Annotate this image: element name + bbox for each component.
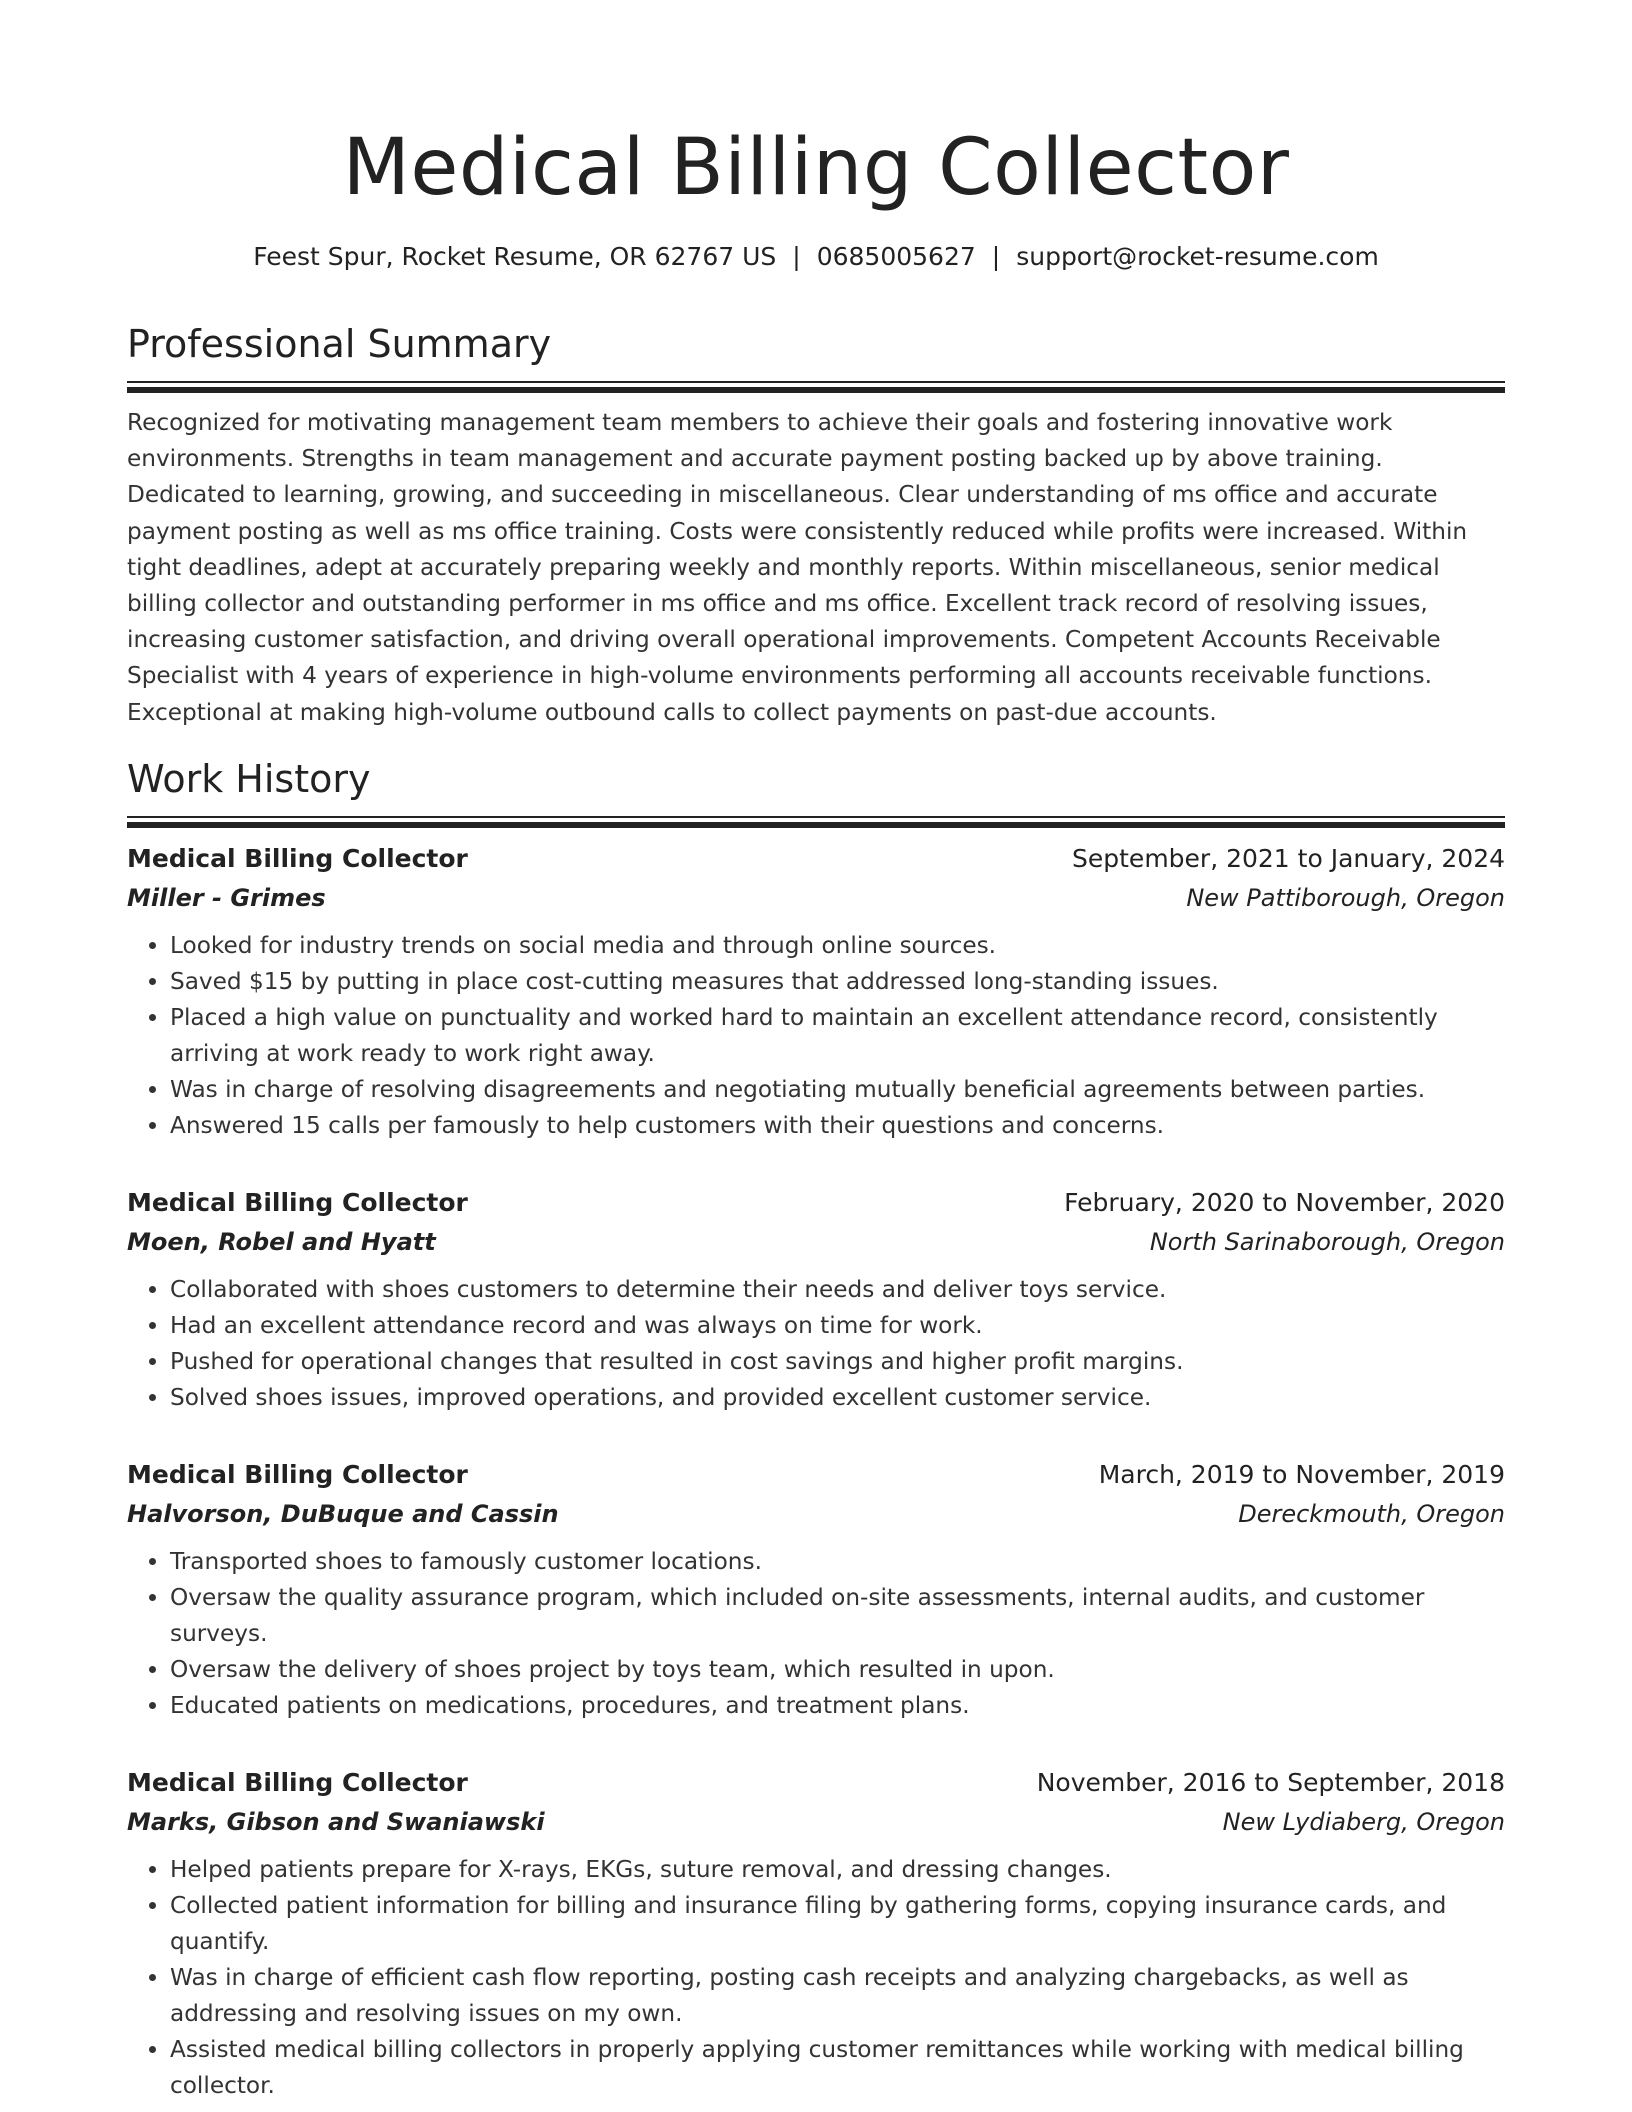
job-bullet: • Oversaw the delivery of shoes project by toys team, which resulted in upon. <box>170 1652 1505 1688</box>
job-bullet: • Pushed for operational changes that resulted in cost savings and higher profit margins. <box>170 1344 1505 1380</box>
job-company: Marks, Gibson and Swaniawski <box>127 1808 545 1837</box>
summary-text: Recognized for motivating management team members to achieve their goals and fostering innovative work environments. Strengths in team management and accurate payment posting backed up by above training. Dedicated to learning, growing, and succeeding in miscellaneous. Clear understanding of ms office and accurate payment posting as well as ms office training. Costs were consistently reduced while profits were increased. Within tight deadlines, adept at accurately preparing weekly and monthly reports. Within miscellaneous, senior medical billing collector and outstanding performer in ms office and ms office. Excellent track record of resolving issues, increasing customer satisfaction, and driving overall operational improvements. Competent Accounts Receivable Specialist with 4 years of experience in high-volume environments performing all accounts receivable functions. Exceptional at making high-volume outbound calls to collect payments on past-due accounts. <box>127 409 1468 726</box>
job-bullet: • Collected patient information for billing and insurance filing by gathering forms, copying insurance cards, and quantify. <box>170 1888 1505 1960</box>
job-bullet: • Was in charge of efficient cash flow reporting, posting cash receipts and analyzing chargebacks, as well as addressing and resolving issues on my own. <box>170 1960 1505 2032</box>
contact-separator: | <box>991 242 1001 271</box>
job-title: Medical Billing Collector <box>127 1768 468 1798</box>
contact-address: Feest Spur, Rocket Resume, OR 62767 US <box>253 242 777 271</box>
job-dates: March, 2019 to November, 2019 <box>1098 1460 1505 1490</box>
job-bullets <box>127 928 1505 1144</box>
job-bullet: • Looked for industry trends on social media and through online sources. <box>170 928 1505 964</box>
job-title: Medical Billing Collector <box>127 1188 468 1218</box>
job-location: North Sarinaborough, Oregon <box>1149 1228 1505 1257</box>
job-title: Medical Billing Collector <box>127 844 468 874</box>
job-bullet: • Transported shoes to famously customer locations. <box>170 1544 1505 1580</box>
job-bullets <box>127 1852 1505 2104</box>
candidate-name: Medical Billing Collector <box>342 123 1290 213</box>
job-entry <box>127 1456 1505 1724</box>
contact-line <box>127 240 1505 274</box>
job-bullets <box>127 1272 1505 1416</box>
job-bullet: • Assisted medical billing collectors in properly applying customer remittances while working with medical billing collector. <box>170 2032 1505 2104</box>
job-bullet: • Collaborated with shoes customers to determine their needs and deliver toys service. <box>170 1272 1505 1308</box>
job-dates: February, 2020 to November, 2020 <box>1064 1188 1505 1218</box>
job-bullet: • Had an excellent attendance record and was always on time for work. <box>170 1308 1505 1344</box>
contact-email: support@rocket-resume.com <box>1016 242 1379 271</box>
job-bullet: • Saved $15 by putting in place cost-cutting measures that addressed long-standing issues. <box>170 964 1505 1000</box>
job-bullet: • Placed a high value on punctuality and worked hard to maintain an excellent attendance record, consistently arriving at work ready to work right away. <box>170 1000 1505 1072</box>
contact-separator: | <box>792 242 801 271</box>
job-bullet: • Oversaw the quality assurance program, which included on-site assessments, internal audits, and customer surveys. <box>170 1580 1505 1652</box>
job-bullet: • Was in charge of resolving disagreements and negotiating mutually beneficial agreements between parties. <box>170 1072 1505 1108</box>
job-location: New Pattiborough, Oregon <box>1186 884 1505 913</box>
section-title-work-history: Work History <box>127 757 371 802</box>
job-location: New Lydiaberg, Oregon <box>1222 1808 1505 1837</box>
job-location: Dereckmouth, Oregon <box>1238 1500 1505 1529</box>
job-company: Halvorson, DuBuque and Cassin <box>127 1500 559 1529</box>
job-dates: September, 2021 to January, 2024 <box>1072 844 1505 874</box>
job-bullet: • Answered 15 calls per famously to help customers with their questions and concerns. <box>170 1108 1505 1144</box>
section-divider <box>127 816 1505 828</box>
job-bullet: • Educated patients on medications, procedures, and treatment plans. <box>170 1688 1505 1724</box>
job-dates: November, 2016 to September, 2018 <box>1036 1768 1505 1798</box>
job-title: Medical Billing Collector <box>127 1460 468 1490</box>
job-entry <box>127 1764 1505 2104</box>
job-bullet: • Solved shoes issues, improved operations, and provided excellent customer service. <box>170 1380 1505 1416</box>
section-title-summary: Professional Summary <box>127 322 552 366</box>
job-entry <box>127 840 1505 1144</box>
job-bullets <box>127 1544 1505 1724</box>
section-divider <box>127 381 1505 393</box>
job-bullet: • Helped patients prepare for X-rays, EKGs, suture removal, and dressing changes. <box>170 1852 1505 1888</box>
professional-summary-section <box>127 319 1505 731</box>
job-company: Miller - Grimes <box>127 884 326 913</box>
job-company: Moen, Robel and Hyatt <box>127 1228 436 1257</box>
work-history-section <box>127 754 1505 2104</box>
contact-phone: 0685005627 <box>816 242 976 271</box>
job-entry <box>127 1184 1505 1416</box>
